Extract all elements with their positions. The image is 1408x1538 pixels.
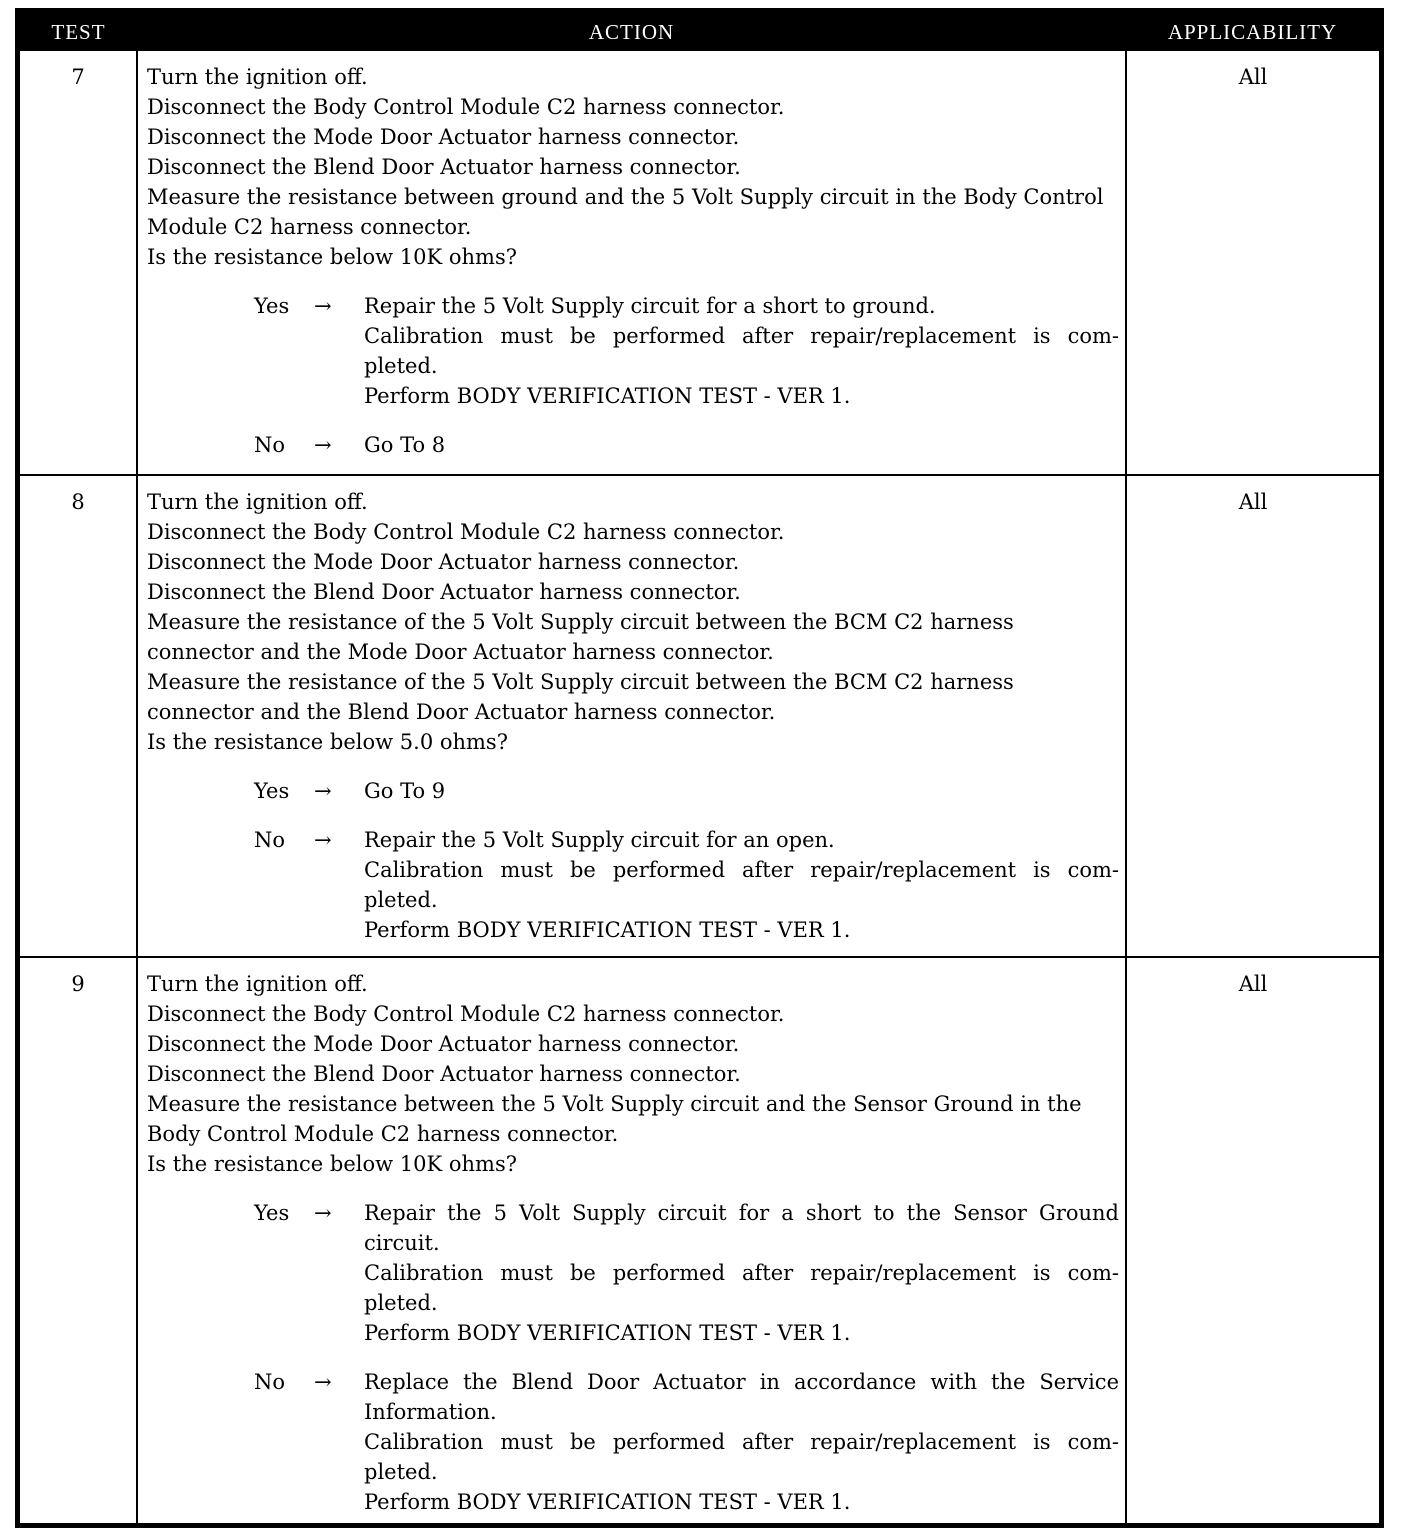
header-row	[20, 13, 1379, 51]
answer-key: No	[254, 828, 286, 852]
step-line: Disconnect the Blend Door Actuator harness connector.	[147, 1062, 741, 1086]
header-action: ACTION	[588, 19, 675, 44]
right-arrow-icon: →	[314, 828, 332, 852]
step-line: Turn the ignition off.	[147, 972, 368, 996]
step-line: Disconnect the Body Control Module C2 harness connector.	[147, 520, 785, 544]
answer-line: Perform BODY VERIFICATION TEST - VER 1.	[364, 1490, 851, 1514]
test-table	[20, 13, 1379, 1525]
right-arrow-icon: →	[314, 433, 332, 457]
answer-line: Repair the 5 Volt Supply circuit for an open.	[364, 828, 835, 852]
test-row	[20, 51, 1379, 475]
answer-key: No	[254, 433, 286, 457]
right-arrow-icon: →	[314, 779, 332, 803]
answer-key: Yes	[254, 1201, 290, 1225]
header-applicability: APPLICABILITY	[1167, 19, 1338, 44]
test-row	[20, 475, 1379, 957]
step-line: Is the resistance below 10K ohms?	[147, 1152, 517, 1176]
answer-body	[364, 825, 1119, 945]
answer-yes	[147, 291, 1119, 411]
right-arrow-icon: →	[314, 1370, 332, 1394]
answer-body	[364, 291, 1119, 411]
applicability-value: All	[1126, 475, 1379, 957]
step-list	[147, 62, 1119, 272]
test-number: 8	[20, 475, 137, 957]
answer-key: No	[254, 1370, 286, 1394]
step-list	[147, 969, 1119, 1179]
step-list	[147, 487, 1119, 757]
test-row	[20, 957, 1379, 1525]
test-number: 9	[20, 957, 137, 1525]
action-cell	[137, 475, 1126, 957]
step-line: Disconnect the Blend Door Actuator harness connector.	[147, 155, 741, 179]
answer-line: Repair the 5 Volt Supply circuit for a short to ground.	[364, 294, 936, 318]
step-line: Measure the resistance between ground and the 5 Volt Supply circuit in the Body Control Module C2 harness connector.	[147, 185, 1104, 239]
answer-line: Calibration must be performed after repair/replacement is com-pleted.	[364, 858, 1119, 912]
answer-body	[364, 1198, 1119, 1348]
answer-key: Yes	[254, 779, 290, 803]
step-line: Is the resistance below 10K ohms?	[147, 245, 517, 269]
answer-body	[364, 430, 1119, 460]
step-line: Turn the ignition off.	[147, 490, 368, 514]
right-arrow-icon: →	[314, 294, 332, 318]
answer-yes	[147, 1198, 1119, 1348]
answer-line: Replace the Blend Door Actuator in accordance with the Service Information.	[364, 1370, 1119, 1424]
answer-line: Calibration must be performed after repair/replacement is com-pleted.	[364, 324, 1119, 378]
right-arrow-icon: →	[314, 1201, 332, 1225]
step-line: Is the resistance below 5.0 ohms?	[147, 730, 508, 754]
answer-line: Perform BODY VERIFICATION TEST - VER 1.	[364, 918, 851, 942]
answer-line: Calibration must be performed after repair/replacement is com-pleted.	[364, 1430, 1119, 1484]
answer-body	[364, 776, 1119, 806]
test-number: 7	[71, 65, 85, 89]
answer-line: Calibration must be performed after repair/replacement is com-pleted.	[364, 1261, 1119, 1315]
step-line: Disconnect the Mode Door Actuator harness connector.	[147, 550, 740, 574]
step-line: Disconnect the Mode Door Actuator harness connector.	[147, 1032, 740, 1056]
answer-line: Repair the 5 Volt Supply circuit for a short to the Sensor Ground circuit.	[364, 1201, 1119, 1255]
answer-yes	[147, 776, 1119, 806]
answer-body	[364, 1367, 1119, 1517]
step-line: Measure the resistance between the 5 Volt Supply circuit and the Sensor Ground in the Body Control Module C2 harness connector.	[147, 1092, 1082, 1146]
answer-line: Perform BODY VERIFICATION TEST - VER 1.	[364, 384, 851, 408]
step-line: Turn the ignition off.	[147, 65, 368, 89]
answer-no	[147, 825, 1119, 945]
step-line: Disconnect the Body Control Module C2 harness connector.	[147, 95, 785, 119]
answer-no	[147, 1367, 1119, 1517]
action-cell	[137, 957, 1126, 1525]
diagnostic-test-table	[15, 8, 1384, 1528]
answer-no	[147, 430, 1119, 460]
goto-link[interactable]: Go To 8	[364, 433, 446, 457]
step-line: Measure the resistance of the 5 Volt Supply circuit between the BCM C2 harness connector and the Mode Door Actuator harness connector.	[147, 610, 1014, 664]
step-line: Disconnect the Body Control Module C2 harness connector.	[147, 1002, 785, 1026]
applicability-value: All	[1126, 957, 1379, 1525]
answer-key: Yes	[254, 294, 290, 318]
header-test: TEST	[51, 19, 106, 44]
applicability-value: All	[1126, 51, 1379, 475]
action-cell	[137, 51, 1126, 475]
step-line: Measure the resistance of the 5 Volt Supply circuit between the BCM C2 harness connector and the Blend Door Actuator harness connector.	[147, 670, 1014, 724]
step-line: Disconnect the Mode Door Actuator harness connector.	[147, 125, 740, 149]
answer-line: Perform BODY VERIFICATION TEST - VER 1.	[364, 1321, 851, 1345]
goto-link[interactable]: Go To 9	[364, 779, 446, 803]
step-line: Disconnect the Blend Door Actuator harness connector.	[147, 580, 741, 604]
